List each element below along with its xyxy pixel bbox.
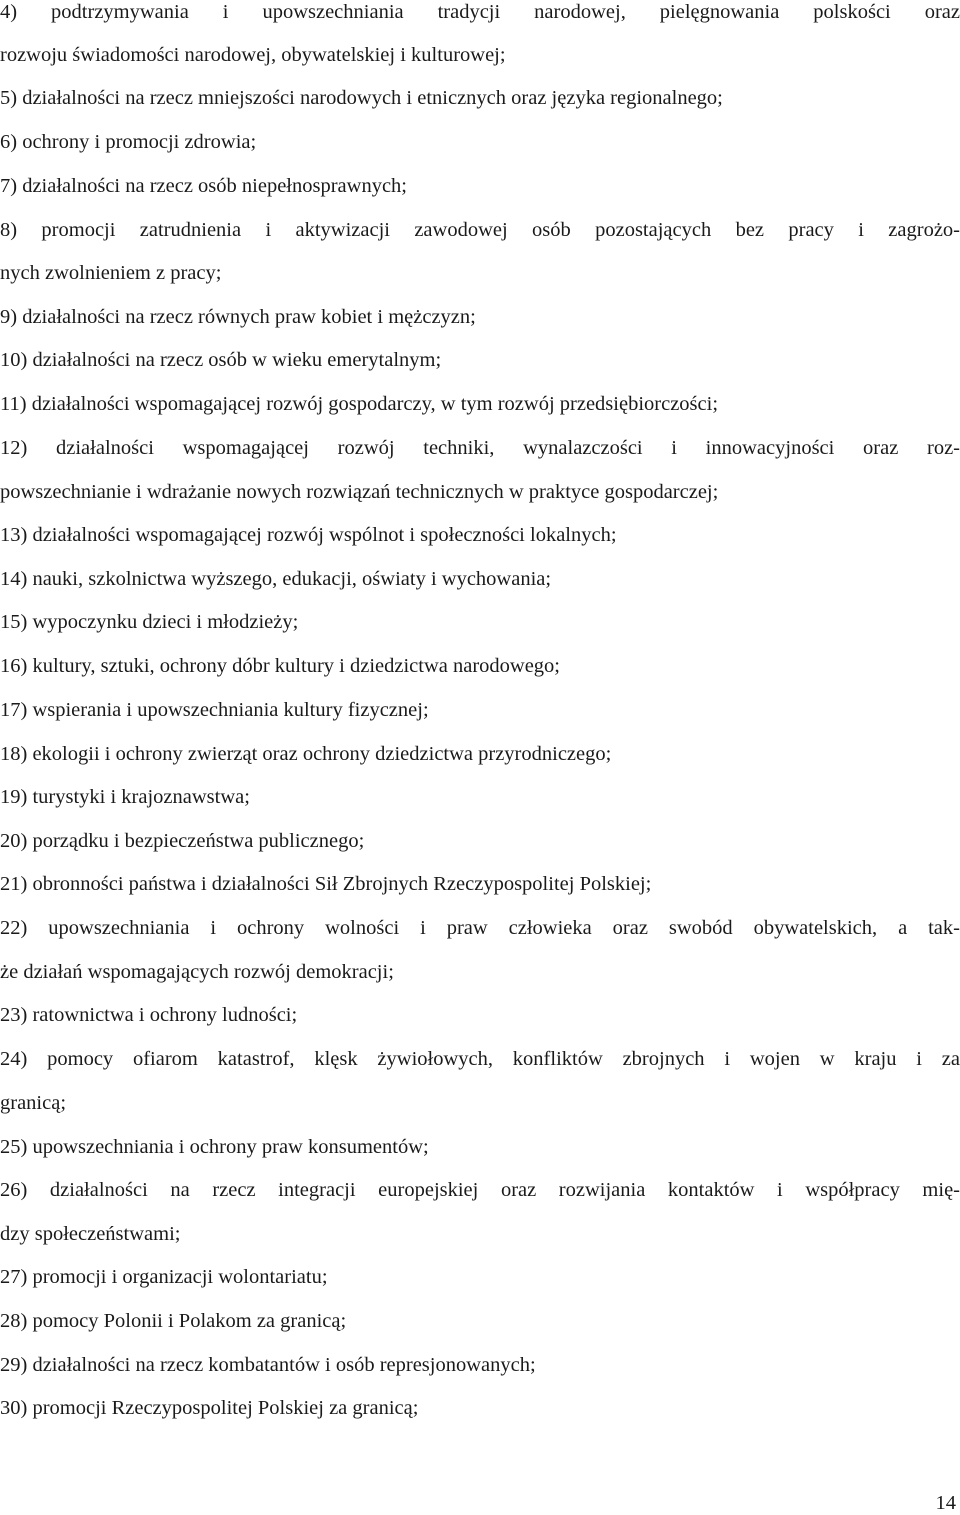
text-line: 27) promocji i organizacji wolontariatu; — [0, 1266, 328, 1288]
text-line: 20) porządku i bezpieczeństwa publicznego; — [0, 830, 365, 852]
text-line: 21) obronności państwa i działalności Sił Zbrojnych Rzeczypospolitej Polskiej; — [0, 873, 652, 895]
text-line: 18) ekologii i ochrony zwierząt oraz ochrony dziedzictwa przyrodniczego; — [0, 743, 612, 765]
text-line: 22) upowszechniania i ochrony wolności i praw człowieka oraz swobód obywatelskich, a tak- — [0, 917, 960, 939]
text-line: 30) promocji Rzeczypospolitej Polskiej za granicą; — [0, 1397, 419, 1419]
text-line: 10) działalności na rzecz osób w wieku emerytalnym; — [0, 349, 442, 371]
text-line: 26) działalności na rzecz integracji europejskiej oraz rozwijania kontaktów i współpracy mię- — [0, 1179, 960, 1201]
text-line: 14) nauki, szkolnictwa wyższego, edukacji, oświaty i wychowania; — [0, 568, 552, 590]
text-line: rozwoju świadomości narodowej, obywatelskiej i kulturowej; — [0, 44, 506, 66]
text-line: 15) wypoczynku dzieci i młodzieży; — [0, 611, 299, 633]
page-number: 14 — [935, 1492, 956, 1514]
text-line: 24) pomocy ofiarom katastrof, klęsk żywiołowych, konfliktów zbrojnych i wojen w kraju i za — [0, 1048, 960, 1070]
text-line: 13) działalności wspomagającej rozwój wspólnot i społeczności lokalnych; — [0, 524, 617, 546]
text-line: 8) promocji zatrudnienia i aktywizacji zawodowej osób pozostających bez pracy i zagrożo- — [0, 219, 960, 241]
text-line: 19) turystyki i krajoznawstwa; — [0, 786, 250, 808]
text-line: 7) działalności na rzecz osób niepełnosprawnych; — [0, 175, 407, 197]
text-line: dzy społeczeństwami; — [0, 1223, 181, 1245]
text-line: 4) podtrzymywania i upowszechniania tradycji narodowej, pielęgnowania polskości oraz — [0, 1, 960, 23]
text-line: powszechnianie i wdrażanie nowych rozwiązań technicznych w praktyce gospodarczej; — [0, 481, 719, 503]
text-line: 25) upowszechniania i ochrony praw konsumentów; — [0, 1136, 429, 1158]
text-line: 5) działalności na rzecz mniejszości narodowych i etnicznych oraz języka regionalnego; — [0, 87, 723, 109]
text-line: granicą; — [0, 1092, 67, 1114]
text-line: 23) ratownictwa i ochrony ludności; — [0, 1004, 298, 1026]
text-line: 9) działalności na rzecz równych praw kobiet i mężczyzn; — [0, 306, 476, 328]
text-line: 29) działalności na rzecz kombatantów i osób represjonowanych; — [0, 1354, 536, 1376]
text-line: 16) kultury, sztuki, ochrony dóbr kultury i dziedzictwa narodowego; — [0, 655, 561, 677]
text-line: 11) działalności wspomagającej rozwój gospodarczy, w tym rozwój przedsiębiorczości; — [0, 393, 719, 415]
text-line: 6) ochrony i promocji zdrowia; — [0, 131, 257, 153]
text-line: nych zwolnieniem z pracy; — [0, 262, 222, 284]
text-line: 17) wspierania i upowszechniania kultury fizycznej; — [0, 699, 429, 721]
text-line: 28) pomocy Polonii i Polakom za granicą; — [0, 1310, 347, 1332]
text-line: że działań wspomagających rozwój demokracji; — [0, 961, 394, 983]
text-line: 12) działalności wspomagającej rozwój techniki, wynalazczości i innowacyjności oraz roz- — [0, 437, 960, 459]
